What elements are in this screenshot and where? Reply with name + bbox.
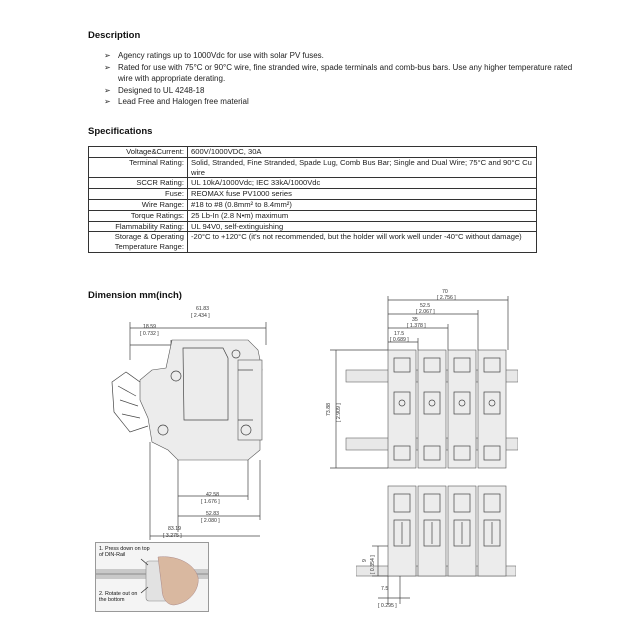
photo-caption-step1: 1. Press down on top of DIN-Rail	[99, 546, 150, 559]
spec-value: REOMAX fuse PV1000 series	[188, 189, 537, 200]
dim-73-88-in: [ 2.909 ]	[336, 403, 342, 422]
table-row	[89, 178, 537, 189]
dim-52-5: 52.5	[420, 303, 431, 309]
table-row	[89, 199, 537, 210]
table-row	[89, 210, 537, 221]
table-row	[89, 157, 537, 178]
spec-label: Flammability Rating:	[89, 221, 188, 232]
table-row	[89, 221, 537, 232]
dim-7-5-in: [ 0.295 ]	[378, 603, 397, 609]
table-row	[89, 189, 537, 200]
description-heading: Description	[88, 30, 141, 41]
dim-61-83-in: [ 2.434 ]	[191, 313, 210, 319]
dim-70-in: [ 2.756 ]	[437, 295, 456, 301]
dim-52-83: 52.83	[206, 511, 219, 517]
dim-73-88: 73.88	[326, 403, 332, 416]
side-view-drawing	[88, 300, 313, 545]
spec-value: 25 Lb-In (2.8 N•m) maximum	[188, 210, 537, 221]
arrow-bullet-icon: ➢	[104, 85, 111, 95]
dim-17-5-in: [ 0.689 ]	[390, 337, 409, 343]
arrow-bullet-icon: ➢	[104, 62, 111, 72]
spec-label: Terminal Rating:	[89, 157, 188, 178]
module-1	[388, 350, 416, 468]
bottom-module-3	[448, 486, 476, 576]
arrow-bullet-icon: ➢	[104, 97, 111, 107]
module-2	[418, 350, 446, 468]
module-3	[448, 350, 476, 468]
photo-caption-step2: 2. Rotate out on the bottom	[99, 591, 138, 604]
spec-label: Voltage&Current:	[89, 147, 188, 158]
spec-value: 600V/1000VDC, 30A	[188, 147, 537, 158]
list-item: ➢ Designed to UL 4248-18	[104, 85, 205, 95]
spec-label: Storage & Operating Temperature Range:	[89, 232, 188, 253]
module-4	[478, 350, 506, 468]
bottom-view-drawing	[356, 480, 516, 610]
dim-7-5: 7.5	[381, 586, 389, 592]
spec-value: Solid, Stranded, Fine Stranded, Spade Lug, Comb Bus Bar; Single and Dual Wire; 75°C and 90°C Cu wire	[188, 157, 537, 178]
dim-42-58: 42.58	[206, 492, 219, 498]
front-view-drawing	[318, 288, 518, 478]
table-row	[89, 147, 537, 158]
spec-value: -20°C to +120°C (it's not recommended, but the holder will work well under -40°C without damage)	[188, 232, 537, 253]
bottom-module-1	[388, 486, 416, 576]
spec-value: UL 94V0, self-extinguishing	[188, 221, 537, 232]
spec-label: Torque Ratings:	[89, 210, 188, 221]
dim-17-5: 17.5	[394, 331, 405, 337]
dim-42-58-in: [ 1.676 ]	[201, 499, 220, 505]
dim-70: 70	[442, 289, 448, 295]
dim-9-in: [ 0.354 ]	[370, 555, 376, 574]
dimension-heading: Dimension mm(inch)	[88, 290, 182, 301]
dim-18-59-in: [ 0.732 ]	[140, 331, 159, 337]
specifications-heading: Specifications	[88, 126, 153, 137]
dim-52-83-in: [ 2.080 ]	[201, 518, 220, 524]
spec-label: Wire Range:	[89, 199, 188, 210]
spec-value: #18 to #8 (0.8mm² to 8.4mm²)	[188, 199, 537, 210]
dim-83-19-in: [ 3.275 ]	[163, 533, 182, 539]
dim-52-5-in: [ 2.067 ]	[416, 309, 435, 315]
list-item: ➢ Agency ratings up to 1000Vdc for use with solar PV fuses.	[104, 51, 324, 60]
specifications-table	[88, 146, 537, 253]
dim-61-83: 61.83	[196, 306, 209, 312]
spec-label: Fuse:	[89, 189, 188, 200]
dim-83-19: 83.19	[168, 526, 181, 532]
description-list	[104, 50, 574, 108]
dim-18-59: 18.59	[143, 324, 156, 330]
arrow-bullet-icon: ➢	[104, 51, 111, 60]
list-item: ➢ Lead Free and Halogen free material	[104, 97, 249, 107]
installation-photo	[95, 542, 209, 612]
dim-35-in: [ 1.378 ]	[407, 323, 426, 329]
dim-35: 35	[412, 317, 418, 323]
spec-value: UL 10kA/1000Vdc; IEC 33kA/1000Vdc	[188, 178, 537, 189]
list-item: ➢ Rated for use with 75°C or 90°C wire, fine stranded wire, spade terminals and comb-bus bars. Use any higher temperature rated wire with appropriate derating.	[104, 62, 573, 84]
table-row	[89, 232, 537, 253]
bottom-module-2	[418, 486, 446, 576]
spec-label: SCCR Rating:	[89, 178, 188, 189]
bottom-module-4	[478, 486, 506, 576]
dim-9: 9	[362, 559, 368, 562]
